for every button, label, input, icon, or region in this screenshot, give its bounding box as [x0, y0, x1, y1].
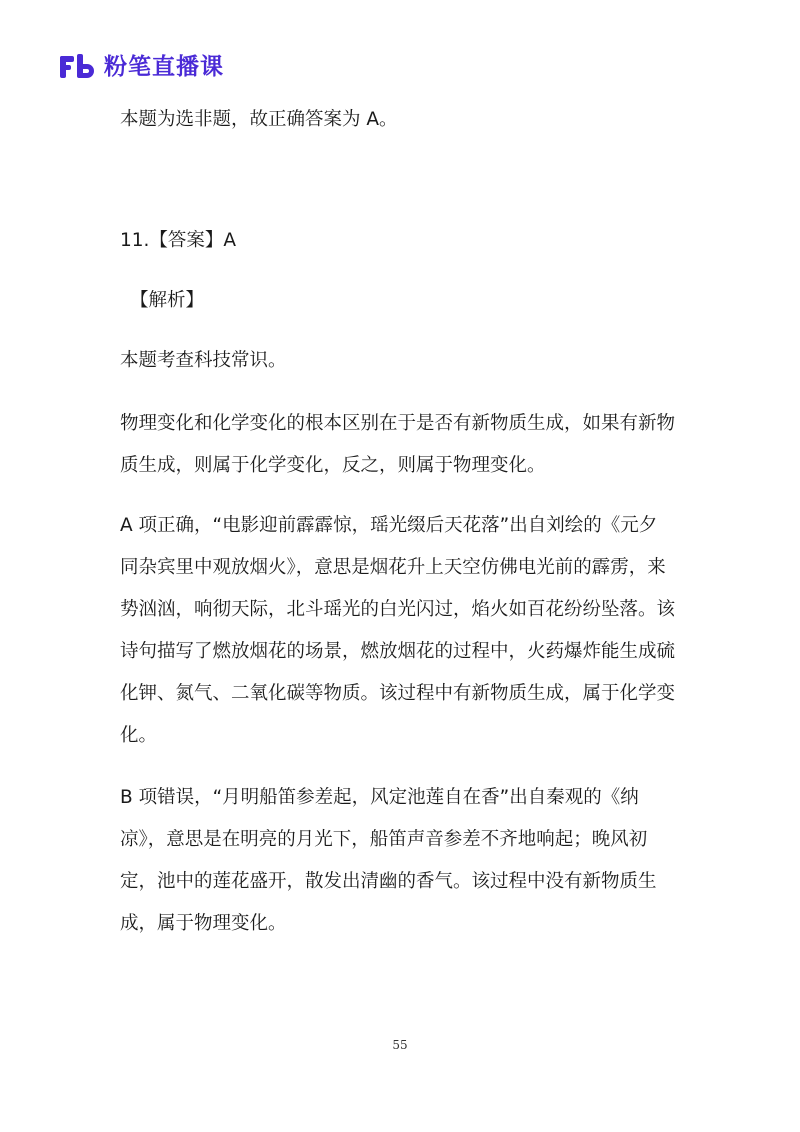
text-line: A 项正确，“电影迎前霹霹惊，瑶光缀后天花落”出自刘绘的《元夕: [120, 515, 658, 536]
page-number: 55: [392, 1038, 408, 1052]
text-line: 质生成，则属于化学变化，反之，则属于物理变化。: [120, 455, 546, 476]
brand-text: 粉笔直播课: [104, 54, 224, 80]
header-brand: [58, 50, 224, 84]
text-line: B 项错误，“月明船笛参差起，风定池莲自在香”出自秦观的《纳: [120, 787, 639, 808]
fb-logo-icon: [58, 52, 98, 82]
answer-heading: 11.【答案】A: [120, 230, 237, 251]
text-line: 凉》，意思是在明亮的月光下，船笛声音参差不齐地响起；晚风初: [120, 829, 648, 850]
text-line: 化。: [120, 725, 158, 746]
text-line: 物理变化和化学变化的根本区别在于是否有新物质生成，如果有新物: [120, 413, 676, 434]
text-line: 同杂宾里中观放烟火》，意思是烟花升上天空仿佛电光前的霹雳，来: [120, 557, 666, 578]
text-line: 定，池中的莲花盛开，散发出清幽的香气。该过程中没有新物质生: [120, 871, 657, 892]
text-line: 成，属于物理变化。: [120, 913, 287, 934]
text-line: 化钾、氮气、二氧化碳等物质。该过程中有新物质生成，属于化学变: [120, 683, 676, 704]
text-line: 诗句描写了燃放烟花的场景，燃放烟花的过程中，火药爆炸能生成硫: [120, 641, 676, 662]
text-line: 势汹汹，响彻天际，北斗瑶光的白光闪过，焰火如百花纷纷坠落。该: [120, 599, 676, 620]
text-line: 本题为选非题，故正确答案为 A。: [120, 109, 398, 130]
text-line: 本题考查科技常识。: [120, 350, 287, 371]
analysis-heading: 【解析】: [130, 290, 205, 311]
